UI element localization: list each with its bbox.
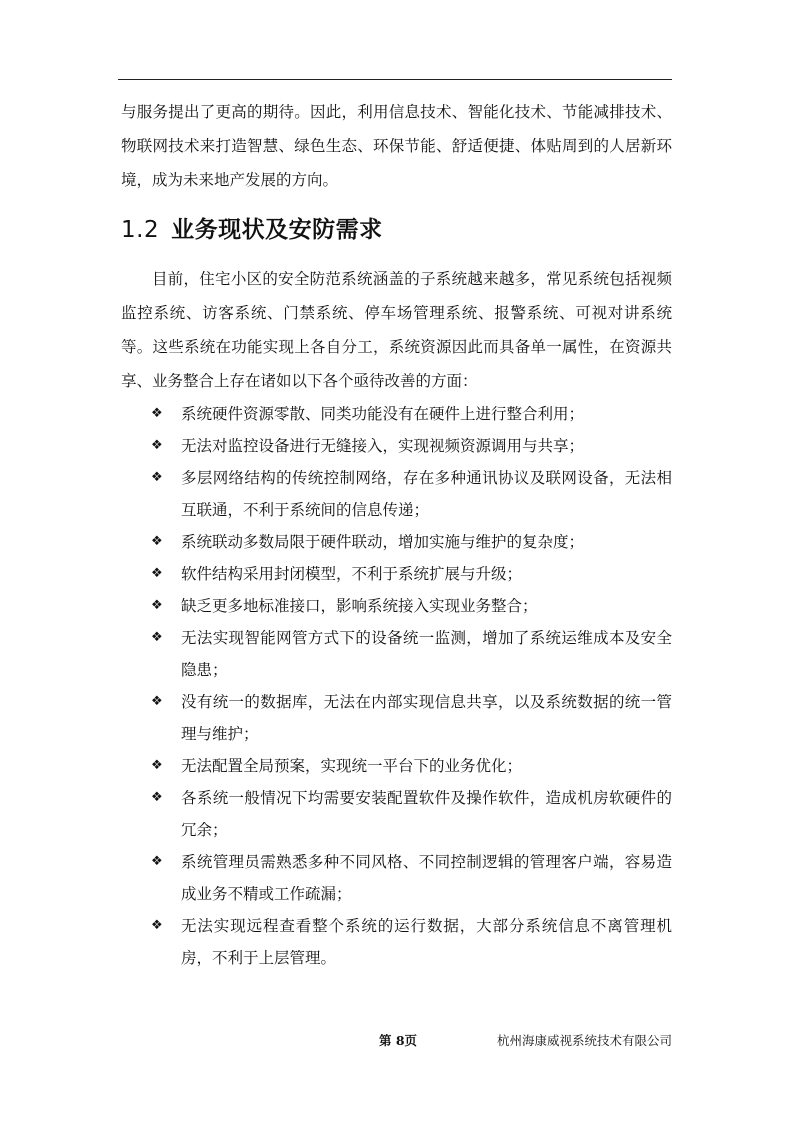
list-item <box>121 462 672 526</box>
diamond-bullet-icon: ❖ <box>151 918 163 933</box>
list-item <box>121 590 672 622</box>
list-item <box>121 686 672 750</box>
page-content <box>121 95 672 974</box>
diamond-bullet-icon: ❖ <box>151 438 163 453</box>
diamond-bullet-icon: ❖ <box>151 854 163 869</box>
list-item-text: 无法实现智能网管方式下的设备统一监测，增加了系统运维成本及安全隐患； <box>181 629 672 679</box>
list-item-text: 软件结构采用封闭模型，不利于系统扩展与升级； <box>181 565 523 583</box>
company-name: 杭州海康威视系统技术有限公司 <box>496 1033 672 1048</box>
diamond-bullet-icon: ❖ <box>151 630 163 645</box>
page-footer <box>118 1029 672 1053</box>
list-item <box>121 430 672 462</box>
list-item <box>121 558 672 590</box>
section-number: 1.2 <box>121 217 160 243</box>
page-number: 第 8页 <box>379 1033 418 1048</box>
header-rule <box>118 79 672 80</box>
section-heading <box>121 214 672 246</box>
list-item-text: 无法对监控设备进行无缝接入，实现视频资源调用与共享； <box>181 437 585 455</box>
list-item-text: 无法配置全局预案，实现统一平台下的业务优化； <box>181 757 523 775</box>
intro-paragraph: 与服务提出了更高的期待。因此，利用信息技术、智能化技术、节能减排技术、物联网技术来打造智慧、绿色生态、环保节能、舒适便捷、体贴周到的人居新环境，成为未来地产发展的方向。 <box>121 103 672 189</box>
diamond-bullet-icon: ❖ <box>151 790 163 805</box>
list-item <box>121 398 672 430</box>
list-item-text: 多层网络结构的传统控制网络，存在多种通讯协议及联网设备，无法相互联通，不利于系统间的信息传递； <box>181 469 672 519</box>
list-item <box>121 750 672 782</box>
list-item-text: 系统硬件资源零散、同类功能没有在硬件上进行整合利用； <box>181 405 585 423</box>
list-item-text: 无法实现远程查看整个系统的运行数据，大部分系统信息不离管理机房，不利于上层管理。 <box>181 917 672 967</box>
diamond-bullet-icon: ❖ <box>151 758 163 773</box>
list-item <box>121 910 672 974</box>
diamond-bullet-icon: ❖ <box>151 470 163 485</box>
section-paragraph: 目前，住宅小区的安全防范系统涵盖的子系统越来越多，常见系统包括视频监控系统、访客系统、门禁系统、停车场管理系统、报警系统、可视对讲系统等。这些系统在功能实现上各自分工，系统资源因此而具备单一属性，在资源共享、业务整合上存在诸如以下各个亟待改善的方面： <box>121 270 672 390</box>
diamond-bullet-icon: ❖ <box>151 406 163 421</box>
list-item <box>121 846 672 910</box>
list-item <box>121 526 672 558</box>
list-item-text: 各系统一般情况下均需要安装配置软件及操作软件，造成机房软硬件的冗余； <box>181 789 672 839</box>
diamond-bullet-icon: ❖ <box>151 534 163 549</box>
list-item <box>121 782 672 846</box>
list-item-text: 缺乏更多地标准接口，影响系统接入实现业务整合； <box>181 597 538 615</box>
list-item-text: 没有统一的数据库，无法在内部实现信息共享，以及系统数据的统一管理与维护； <box>181 693 672 743</box>
list-item-text: 系统联动多数局限于硬件联动，增加实施与维护的复杂度； <box>181 533 585 551</box>
diamond-bullet-icon: ❖ <box>151 694 163 709</box>
issue-list <box>121 398 672 974</box>
diamond-bullet-icon: ❖ <box>151 598 163 613</box>
list-item <box>121 622 672 686</box>
diamond-bullet-icon: ❖ <box>151 566 163 581</box>
list-item-text: 系统管理员需熟悉多种不同风格、不同控制逻辑的管理客户端，容易造成业务不精或工作疏漏； <box>181 853 672 903</box>
section-title: 业务现状及安防需求 <box>171 217 383 243</box>
